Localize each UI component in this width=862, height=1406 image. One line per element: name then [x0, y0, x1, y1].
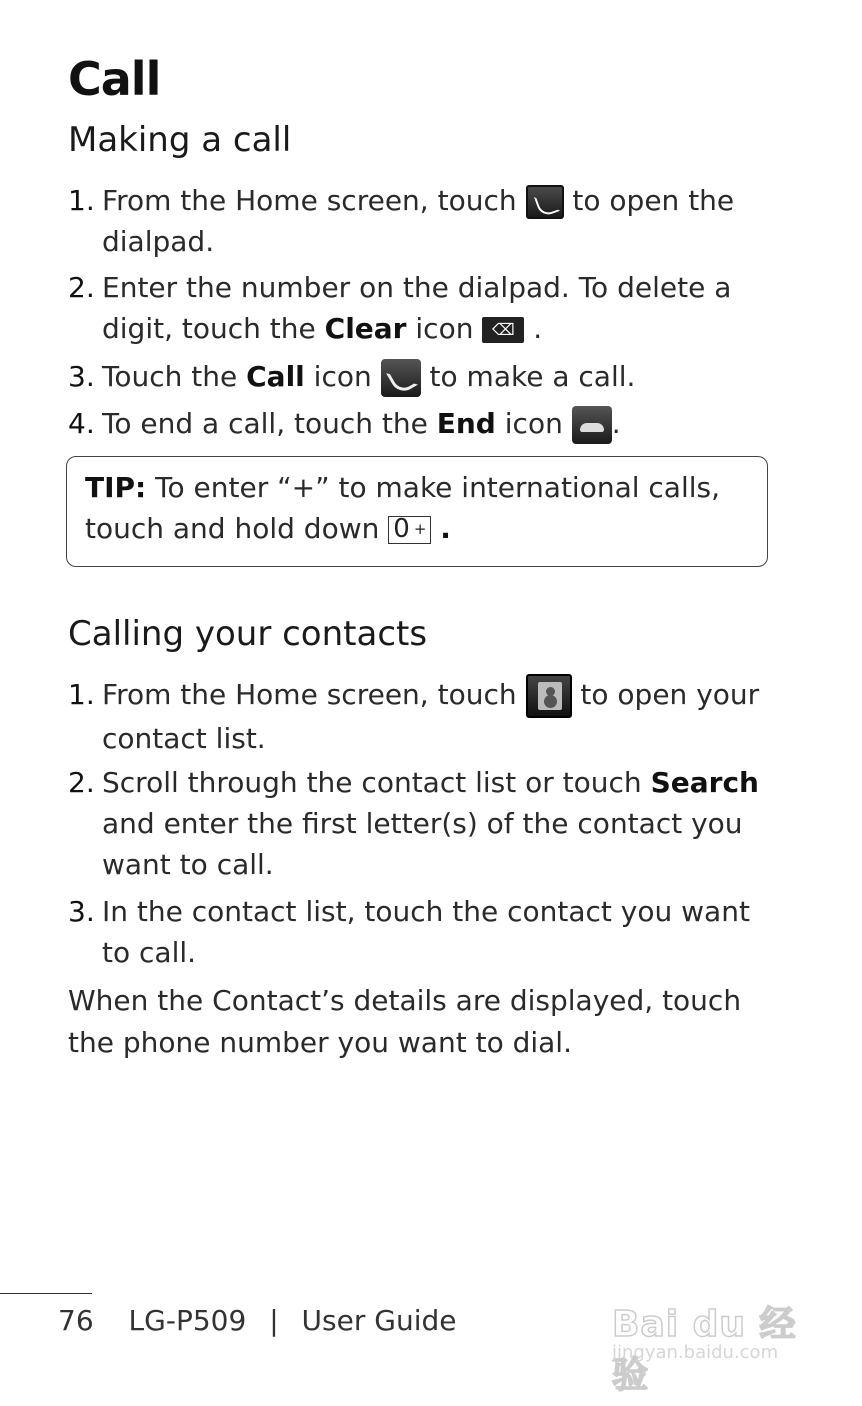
step-text: icon — [504, 407, 563, 440]
tip-end: . — [440, 512, 451, 545]
model-name: LG-P509 — [128, 1304, 247, 1337]
step-text: icon — [415, 312, 474, 345]
watermark-url: jingyan.baidu.com — [612, 1342, 779, 1363]
watermark-brand: Bai du 经验 — [612, 1304, 797, 1396]
step-number: 1. — [68, 184, 95, 217]
step-text: icon — [313, 360, 372, 393]
tip-text: To enter “+” to make international calls, touch and hold down — [85, 471, 721, 545]
step-number: 4. — [68, 407, 95, 440]
contacts-step-1 — [68, 674, 768, 759]
step-text: to make a call. — [429, 360, 636, 393]
step-number: 2. — [68, 766, 95, 799]
backspace-icon — [482, 317, 524, 343]
step-text: to open your contact list. — [102, 678, 760, 755]
making-call-step-1 — [68, 180, 768, 262]
tip-label: TIP: — [85, 471, 147, 504]
key-plus: + — [413, 520, 427, 538]
zero-key-icon — [388, 516, 431, 544]
end-label: End — [436, 407, 496, 440]
step-text: . — [533, 312, 543, 345]
footer-separator: | — [269, 1304, 279, 1337]
call-icon — [381, 359, 421, 397]
watermark — [612, 1278, 812, 1396]
step-text: In the contact list, touch the contact you want to call. — [102, 895, 750, 969]
step-text: From the Home screen, touch — [102, 678, 517, 711]
step-text: To end a call, touch the — [102, 407, 428, 440]
step-number: 3. — [68, 895, 95, 928]
step-text: Enter the number on the dialpad. To delete a digit, touch the — [102, 271, 732, 345]
footer-rule — [0, 1293, 92, 1294]
key-label: 0 — [393, 514, 410, 544]
making-call-step-3 — [68, 356, 768, 397]
page-title: Call — [68, 52, 161, 106]
step-number: 3. — [68, 360, 95, 393]
step-text: Touch the — [102, 360, 238, 393]
step-text: to open the dialpad. — [102, 184, 735, 258]
step-text: From the Home screen, touch — [102, 184, 517, 217]
step-text: and enter the first letter(s) of the contact you want to call. — [102, 807, 743, 881]
step-number: 1. — [68, 678, 95, 711]
section-heading-calling-contacts: Calling your contacts — [68, 614, 428, 654]
contacts-step-3 — [68, 891, 768, 973]
end-call-icon — [572, 406, 612, 444]
making-call-step-2 — [68, 267, 768, 349]
step-text: Scroll through the contact list or touch — [102, 766, 642, 799]
phone-app-icon — [526, 185, 564, 219]
search-label: Search — [650, 766, 759, 799]
contacts-step-2 — [68, 762, 768, 885]
call-label: Call — [246, 360, 305, 393]
clear-label: Clear — [324, 312, 407, 345]
step-number: 2. — [68, 271, 95, 304]
page-number: 76 — [58, 1304, 94, 1337]
contacts-icon — [526, 674, 572, 718]
tip-box — [66, 456, 768, 567]
footer — [58, 1304, 456, 1337]
section-heading-making-a-call: Making a call — [68, 120, 292, 160]
making-call-step-4 — [68, 403, 768, 444]
step-text: . — [611, 407, 621, 440]
closing-paragraph: When the Contact’s details are displayed, touch the phone number you want to dial. — [68, 984, 742, 1059]
guide-label: User Guide — [301, 1304, 457, 1337]
